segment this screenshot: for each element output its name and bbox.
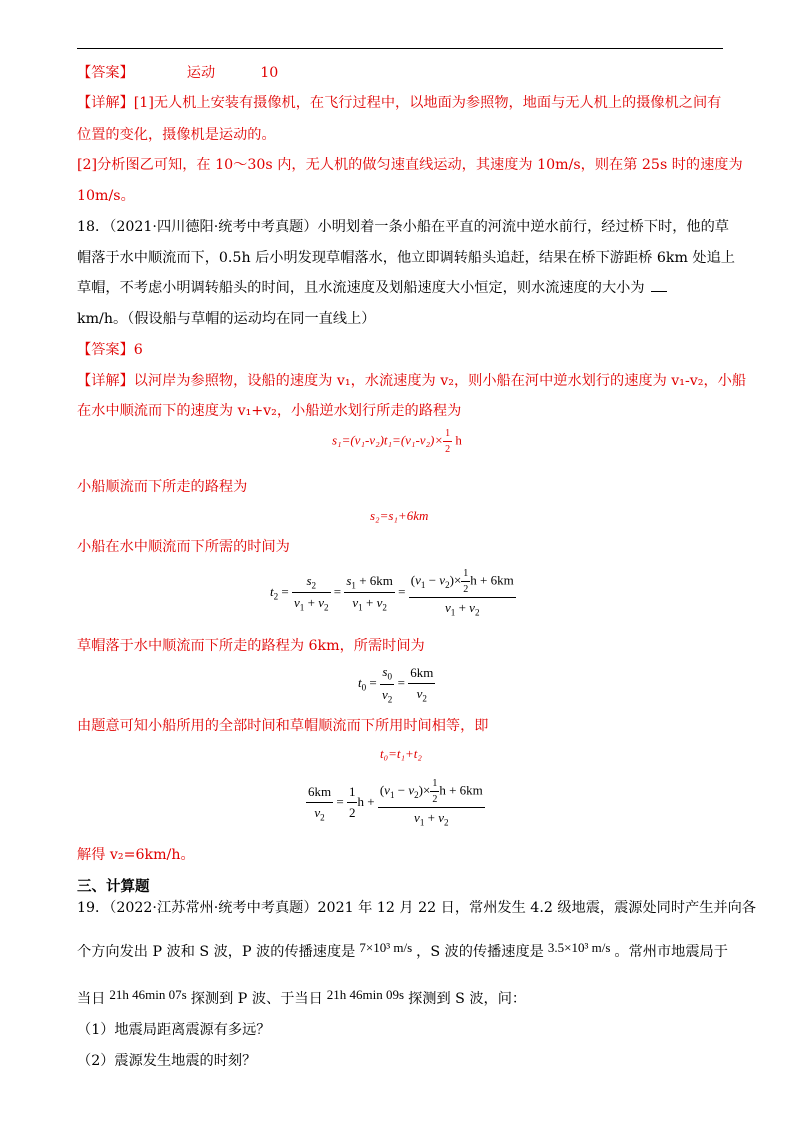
section-heading: 三、计算题	[77, 878, 150, 895]
equation-s1-body: s₁=(v₁-v₂)t₁=(v₁-v₂)×	[332, 432, 444, 448]
detail-text: 以河岸为参照物，设船的速度为 v₁，水流速度为 v₂，则小船在河中逆水划行的速度为 v₁-v₂，小船	[133, 373, 747, 389]
detail-line: 解得 v₂=6km/h。	[77, 847, 195, 863]
equation-t0: $t_0$ = $\frac{s_0}{v_2}$ = $\frac{6km}{v_2}$	[358, 664, 434, 705]
detail-line	[77, 372, 746, 390]
question-19-text-part: 探测到 P 波、于当日	[190, 991, 323, 1007]
detail-line: [2]分析图乙可知，在 10～30s 内，无人机的做匀速直线运动，其速度为 10m/s，则在第 25s 时的速度为	[77, 157, 743, 173]
question-19-text: 19．（2022·江苏常州·统考中考真题）2021 年 12 月 22 日，常州发生 4.2 级地震，震源处同时产生并向各	[77, 900, 756, 916]
question-19-text-part: 探测到 S 波，问：	[408, 991, 527, 1007]
p-wave-time: 21h 46min 07s	[109, 987, 187, 1002]
question-19-text-part: 个方向发出 P 波和 S 波，P 波的传播速度是	[77, 944, 356, 960]
question-19-text-part: 当日	[77, 991, 106, 1007]
detail-tag: 【详解】	[77, 95, 134, 111]
question-19-text-part: ，S 波的传播速度是	[416, 944, 544, 960]
question-18-text: 18．（2021·四川德阳·统考中考真题）小明划着一条小船在平直的河流中逆水前行，经过桥下时，他的草	[77, 219, 729, 235]
p-wave-speed: 7×10³ m/s	[359, 940, 413, 955]
detail-line: 在水中顺流而下的速度为 v₁+v₂，小船逆水划行所走的路程为	[77, 403, 462, 419]
unit-h: h	[455, 432, 462, 448]
answer-line: 【答案】6	[77, 342, 143, 358]
equation-s1	[332, 428, 462, 455]
answer-blank	[651, 291, 667, 292]
s-wave-time: 21h 46min 09s	[326, 987, 405, 1002]
equation-t2: $t_2$ = $\frac{s_2}{v_1 + v_2}$ = $\frac{s_1 + 6km}{v_1 + v_2}$ = $(v_1 - v_2)\times$ $\frac{1}{2}$ h + 6km $v_1 + v_2$	[270, 568, 514, 618]
detail-line: 10m/s。	[77, 188, 135, 204]
sub-question-2: （2）震源发生地震的时刻？	[77, 1053, 257, 1069]
question-18-text-part: 草帽，不考虑小明调转船头的时间，且水流速度及划船速度大小恒定，则水流速度的大小为	[77, 280, 645, 296]
answer-line	[77, 64, 278, 82]
equation-t0-sum: t₀=t₁+t₂	[380, 746, 422, 761]
answer-value-2: 10	[260, 65, 279, 81]
question-18-text: 帽落于水中顺流而下，0.5h 后小明发现草帽落水，他立即调转船头追赶，结果在桥下游距桥 6km 处追上	[77, 250, 735, 266]
detail-line: 草帽落于水中顺流而下所走的路程为 6km，所需时间为	[77, 638, 425, 654]
answer-tag: 【答案】	[77, 65, 134, 81]
question-19-text	[77, 986, 526, 1008]
detail-line: 位置的变化，摄像机是运动的。	[77, 127, 276, 143]
detail-line: 由题意可知小船所用的全部时间和草帽顺流而下所用时间相等，即	[77, 718, 489, 734]
s-wave-speed: 3.5×10³ m/s	[547, 940, 611, 955]
detail-text: [1]无人机上安装有摄像机，在飞行过程中，以地面为参照物，地面与无人机上的摄像机之间有	[133, 95, 722, 111]
question-19-text-part: 。常州市地震局于	[614, 944, 728, 960]
detail-tag: 【详解】	[77, 373, 134, 389]
equation-s2: s₂=s₁+6km	[370, 508, 429, 523]
question-19-text	[77, 939, 728, 961]
detail-line: 小船顺流而下所走的路程为	[77, 479, 248, 495]
answer-value-1: 运动	[186, 65, 216, 81]
header-rule	[77, 48, 723, 49]
fraction-half: $\frac{1}{2}$	[445, 428, 451, 455]
equation-final: $\frac{6km}{v_2}$ = $\frac{1}{2}$ h + $(v_1 - v_2)\times$ $\frac{1}{2}$ h + 6km $v_1 + v_2$	[308, 778, 483, 828]
question-18-text	[77, 279, 667, 297]
detail-line: 小船在水中顺流而下所需的时间为	[77, 539, 290, 555]
question-18-text: km/h。（假设船与草帽的运动均在同一直线上）	[77, 311, 376, 327]
detail-line	[77, 94, 721, 112]
sub-question-1: （1）地震局距离震源有多远？	[77, 1022, 271, 1038]
